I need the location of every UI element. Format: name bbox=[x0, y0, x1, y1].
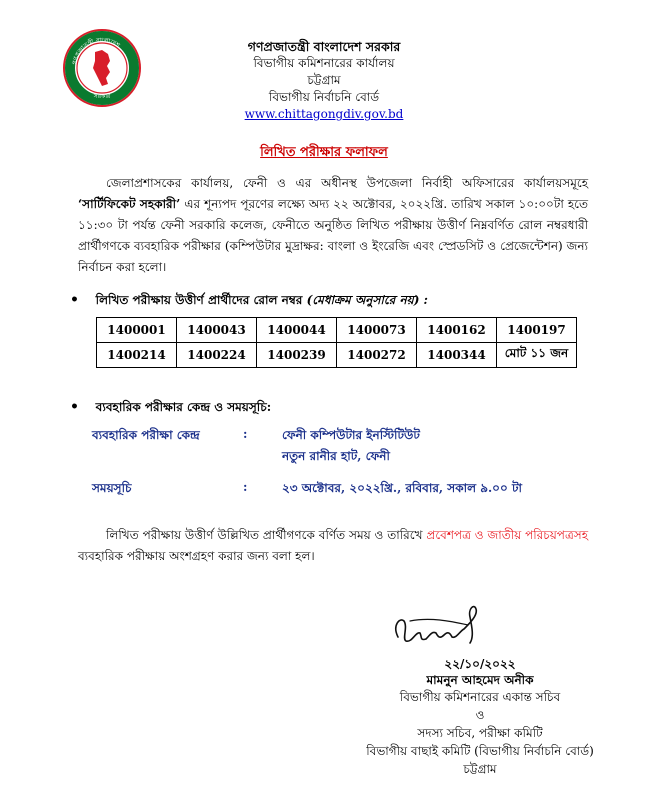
roll-cell: 1400224 bbox=[177, 343, 257, 368]
intro-part2: এর শূন্যপদ পূরণের লক্ষ্যে অদ্য ২২ অক্টোবর, ২০২২খ্রি. তারিখ সকাল ১০:০০টা হতে ১১:৩০ টা পর্যন্ত ফেনী সরকারি কলেজ, ফেনীতে অনুষ্ঠিত লিখিত পরীক্ষায় উত্তীর্ণ নিম্নবর্ণিত রোল নম্বরধারী প্রার্থীগণকে ব্যবহারিক পরীক্ষার (কম্পিউটার মুদ্রাক্ষর: বাংলা ও ইংরেজি এবং স্প্রেডসিট ও প্রেজেন্টেশন) জন্য নির্বাচন করা হলো। bbox=[78, 197, 589, 274]
table-row bbox=[97, 343, 577, 368]
post-name: ‘সার্টিফিকেট সহকারী’ bbox=[78, 197, 181, 211]
roll-cell: 1400073 bbox=[337, 318, 417, 343]
passed-heading-text: লিখিত পরীক্ষায় উত্তীর্ণ প্রার্থীদের রোল নম্বর bbox=[95, 293, 303, 307]
intro-paragraph bbox=[78, 173, 588, 278]
signatory-designation: সদস্য সচিব, পরীক্ষা কমিটি bbox=[417, 726, 543, 740]
table-row bbox=[97, 318, 577, 343]
roll-cell: 1400214 bbox=[97, 343, 177, 368]
passed-heading-note: (মেধাক্রম অনুসারে নয়) : bbox=[306, 293, 428, 307]
center-label: ব্যবহারিক পরীক্ষা কেন্দ্র bbox=[92, 428, 200, 442]
signatory-conjunction: ও bbox=[475, 708, 485, 722]
signatory-designation: বিভাগীয় কমিশনারের একান্ত সচিব bbox=[399, 690, 561, 704]
colon-separator: : bbox=[243, 427, 248, 441]
document-requirement: প্রবেশপত্র ও জাতীয় পরিচয়পত্রসহ bbox=[426, 528, 589, 542]
handwritten-signature bbox=[390, 597, 490, 652]
roll-cell: 1400272 bbox=[337, 343, 417, 368]
roll-cell: 1400344 bbox=[417, 343, 497, 368]
office-name: বিভাগীয় কমিশনারের কার্যালয় bbox=[253, 56, 395, 70]
total-count-cell: মোট ১১ জন bbox=[497, 343, 577, 368]
passed-heading bbox=[70, 292, 428, 312]
signatory-location: চট্টগ্রাম bbox=[463, 762, 497, 776]
roll-number-table bbox=[96, 317, 577, 368]
roll-cell: 1400239 bbox=[257, 343, 337, 368]
schedule-label: সময়সূচি bbox=[92, 481, 132, 495]
signature-date: ২২/১০/২০২২ bbox=[444, 657, 516, 671]
bullet-icon: • bbox=[70, 292, 79, 308]
center-name: ফেনী কম্পিউটার ইনস্টিটিউট bbox=[282, 428, 420, 442]
practical-heading bbox=[70, 399, 271, 419]
city-name: চট্টগ্রাম bbox=[307, 73, 341, 87]
closing-part1: লিখিত পরীক্ষায় উত্তীর্ণ উল্লিখিত প্রার্থীগণকে বর্ণিত সময় ও তারিখে bbox=[106, 528, 427, 542]
roll-cell: 1400162 bbox=[417, 318, 497, 343]
center-address: নতুন রানীর হাট, ফেনী bbox=[282, 449, 390, 463]
schedule-value: ২৩ অক্টোবর, ২০২২খ্রি., রবিবার, সকাল ৯.০০ টা bbox=[282, 481, 522, 495]
bullet-icon: • bbox=[70, 399, 79, 415]
intro-part1: জেলাপ্রশাসকের কার্যালয়, ফেনী ও এর অধীনস্থ উপজেলা নির্বাহী অফিসারের কার্যালয়সমূহে bbox=[106, 176, 588, 190]
roll-cell: 1400044 bbox=[257, 318, 337, 343]
roll-cell: 1400001 bbox=[97, 318, 177, 343]
roll-cell: 1400197 bbox=[497, 318, 577, 343]
closing-paragraph bbox=[78, 525, 588, 567]
svg-text:গণপ্রজাতন্ত্রী বাংলাদেশ: গণপ্রজাতন্ত্রী বাংলাদেশ bbox=[71, 36, 121, 66]
roll-cell: 1400043 bbox=[177, 318, 257, 343]
page-title: লিখিত পরীক্ষার ফলাফল bbox=[260, 145, 388, 160]
website-link[interactable]: www.chittagongdiv.gov.bd bbox=[244, 107, 404, 121]
closing-part2: ব্যবহারিক পরীক্ষায় অংশগ্রহণ করার জন্য বলা হল। bbox=[78, 549, 315, 563]
colon-separator: : bbox=[243, 480, 248, 494]
practical-heading-text: ব্যবহারিক পরীক্ষার কেন্দ্র ও সময়সূচি: bbox=[95, 400, 272, 414]
signatory-name: মামনুন আহমেদ অনীক bbox=[426, 673, 534, 687]
org-name: গণপ্রজাতন্ত্রী বাংলাদেশ সরকার bbox=[247, 39, 401, 54]
board-name: বিভাগীয় নির্বাচনি বোর্ড bbox=[268, 90, 380, 104]
signatory-designation: বিভাগীয় বাছাই কমিটি (বিভাগীয় নির্বাচনি বোর্ড) bbox=[366, 744, 594, 758]
svg-text:সরকার: সরকার bbox=[93, 93, 111, 100]
